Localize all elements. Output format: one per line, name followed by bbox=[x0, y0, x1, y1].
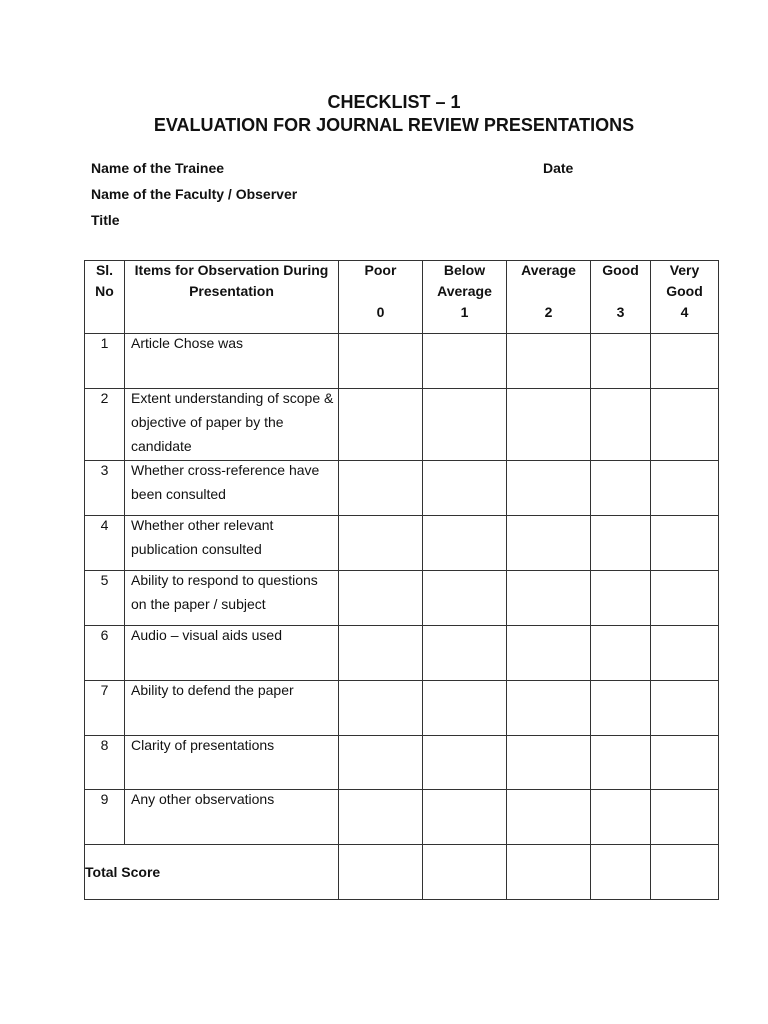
observation-item-cell bbox=[125, 389, 339, 461]
below-average-header-line2: Average bbox=[437, 283, 492, 299]
table-row bbox=[85, 790, 719, 845]
score-cell-average[interactable] bbox=[507, 626, 591, 681]
items-header bbox=[125, 261, 339, 334]
checklist-title: CHECKLIST – 1 bbox=[327, 92, 461, 112]
score-cell-good[interactable] bbox=[591, 681, 651, 736]
sl-no-header-line1: Sl. bbox=[95, 262, 114, 278]
faculty-name-label: Name of the Faculty / Observer bbox=[91, 186, 298, 202]
row-number-cell bbox=[85, 389, 125, 461]
observation-item-text: Any other observations bbox=[131, 791, 275, 807]
table-row bbox=[85, 516, 719, 571]
below-average-header bbox=[423, 261, 507, 334]
score-cell-below-average[interactable] bbox=[423, 736, 507, 790]
row-number: 9 bbox=[100, 791, 109, 807]
observation-item-text: publication consulted bbox=[131, 541, 262, 557]
observation-item-text: Ability to defend the paper bbox=[131, 682, 294, 698]
observation-item-text: Whether other relevant bbox=[131, 517, 274, 533]
score-cell-average[interactable] bbox=[507, 681, 591, 736]
row-number: 4 bbox=[100, 517, 109, 533]
score-cell-poor[interactable] bbox=[339, 389, 423, 461]
row-number: 1 bbox=[100, 335, 109, 351]
score-cell-below-average[interactable] bbox=[423, 334, 507, 389]
good-header-label: Good bbox=[602, 262, 639, 278]
score-cell-very-good[interactable] bbox=[651, 334, 719, 389]
score-cell-very-good[interactable] bbox=[651, 516, 719, 571]
observation-item-text: Article Chose was bbox=[131, 335, 244, 351]
title-label: Title bbox=[91, 212, 120, 228]
row-number: 7 bbox=[100, 682, 109, 698]
very-good-header-score: 4 bbox=[680, 304, 689, 320]
score-cell-very-good[interactable] bbox=[651, 626, 719, 681]
score-cell-below-average[interactable] bbox=[423, 845, 507, 900]
row-number-cell bbox=[85, 626, 125, 681]
score-cell-below-average[interactable] bbox=[423, 516, 507, 571]
observation-item-cell bbox=[125, 736, 339, 790]
observation-item-text: Ability to respond to questions bbox=[131, 572, 318, 588]
total-score-row bbox=[85, 845, 719, 900]
average-header-score: 2 bbox=[544, 304, 553, 320]
score-cell-good[interactable] bbox=[591, 626, 651, 681]
observation-item-text: Extent understanding of scope & bbox=[131, 390, 334, 406]
score-cell-average[interactable] bbox=[507, 736, 591, 790]
row-number-cell bbox=[85, 681, 125, 736]
observation-item-cell bbox=[125, 626, 339, 681]
score-cell-good[interactable] bbox=[591, 461, 651, 516]
score-cell-average[interactable] bbox=[507, 389, 591, 461]
evaluation-title: EVALUATION FOR JOURNAL REVIEW PRESENTATIONS bbox=[153, 115, 635, 135]
good-header-score: 3 bbox=[616, 304, 625, 320]
sl-no-header-line2: No bbox=[95, 283, 114, 299]
good-header bbox=[591, 261, 651, 334]
poor-header-label: Poor bbox=[364, 262, 397, 278]
table-row bbox=[85, 681, 719, 736]
score-cell-good[interactable] bbox=[591, 516, 651, 571]
observation-item-text: on the paper / subject bbox=[131, 596, 266, 612]
score-cell-good[interactable] bbox=[591, 845, 651, 900]
score-cell-very-good[interactable] bbox=[651, 845, 719, 900]
sl-no-header bbox=[85, 261, 125, 334]
score-cell-very-good[interactable] bbox=[651, 571, 719, 626]
observation-item-cell bbox=[125, 516, 339, 571]
total-score-label: Total Score bbox=[85, 845, 339, 900]
items-header-line2: Presentation bbox=[189, 283, 274, 299]
score-cell-poor[interactable] bbox=[339, 736, 423, 790]
row-number: 2 bbox=[100, 390, 109, 406]
observation-item-cell bbox=[125, 461, 339, 516]
date-label: Date bbox=[543, 160, 574, 176]
observation-item-text: Whether cross-reference have bbox=[131, 462, 320, 478]
observation-item-cell bbox=[125, 334, 339, 389]
score-cell-good[interactable] bbox=[591, 389, 651, 461]
observation-item-text: Audio – visual aids used bbox=[131, 627, 282, 643]
score-cell-below-average[interactable] bbox=[423, 790, 507, 845]
row-number: 5 bbox=[100, 572, 109, 588]
score-cell-below-average[interactable] bbox=[423, 389, 507, 461]
average-header-label: Average bbox=[521, 262, 576, 278]
table-row bbox=[85, 461, 719, 516]
score-cell-poor[interactable] bbox=[339, 516, 423, 571]
score-cell-good[interactable] bbox=[591, 334, 651, 389]
score-cell-below-average[interactable] bbox=[423, 626, 507, 681]
table-row bbox=[85, 736, 719, 790]
below-average-header-score: 1 bbox=[460, 304, 469, 320]
score-cell-very-good[interactable] bbox=[651, 461, 719, 516]
very-good-header-line1: Very bbox=[669, 262, 700, 278]
row-number: 3 bbox=[100, 462, 109, 478]
observation-item-text: Clarity of presentations bbox=[131, 737, 275, 753]
observation-item-cell bbox=[125, 681, 339, 736]
score-cell-poor[interactable] bbox=[339, 571, 423, 626]
score-cell-average[interactable] bbox=[507, 790, 591, 845]
observation-item-text: been consulted bbox=[131, 486, 226, 502]
score-cell-below-average[interactable] bbox=[423, 461, 507, 516]
score-cell-very-good[interactable] bbox=[651, 790, 719, 845]
score-cell-poor[interactable] bbox=[339, 461, 423, 516]
row-number-cell bbox=[85, 516, 125, 571]
score-cell-average[interactable] bbox=[507, 845, 591, 900]
table-header-row bbox=[85, 261, 719, 334]
observation-item-text: objective of paper by the bbox=[131, 414, 284, 430]
score-cell-poor[interactable] bbox=[339, 334, 423, 389]
items-header-line1: Items for Observation During bbox=[134, 262, 329, 278]
poor-header bbox=[339, 261, 423, 334]
observation-item-cell bbox=[125, 571, 339, 626]
average-header bbox=[507, 261, 591, 334]
table-row bbox=[85, 334, 719, 389]
score-cell-average[interactable] bbox=[507, 571, 591, 626]
trainee-name-label: Name of the Trainee bbox=[91, 160, 225, 176]
table-row bbox=[85, 571, 719, 626]
row-number-cell bbox=[85, 790, 125, 845]
score-cell-very-good[interactable] bbox=[651, 681, 719, 736]
score-cell-good[interactable] bbox=[591, 571, 651, 626]
very-good-header bbox=[651, 261, 719, 334]
score-cell-poor[interactable] bbox=[339, 790, 423, 845]
observation-item-cell bbox=[125, 790, 339, 845]
table-row bbox=[85, 626, 719, 681]
score-cell-good[interactable] bbox=[591, 736, 651, 790]
score-cell-good[interactable] bbox=[591, 790, 651, 845]
row-number: 8 bbox=[100, 737, 109, 753]
score-cell-poor[interactable] bbox=[339, 845, 423, 900]
score-cell-below-average[interactable] bbox=[423, 571, 507, 626]
score-cell-very-good[interactable] bbox=[651, 736, 719, 790]
score-cell-average[interactable] bbox=[507, 334, 591, 389]
score-cell-poor[interactable] bbox=[339, 681, 423, 736]
score-cell-poor[interactable] bbox=[339, 626, 423, 681]
row-number-cell bbox=[85, 461, 125, 516]
score-cell-very-good[interactable] bbox=[651, 389, 719, 461]
row-number-cell bbox=[85, 736, 125, 790]
below-average-header-line1: Below bbox=[443, 262, 486, 278]
row-number-cell bbox=[85, 571, 125, 626]
poor-header-score: 0 bbox=[376, 304, 385, 320]
observation-item-text: candidate bbox=[131, 438, 192, 454]
very-good-header-line2: Good bbox=[666, 283, 703, 299]
score-cell-average[interactable] bbox=[507, 461, 591, 516]
score-cell-average[interactable] bbox=[507, 516, 591, 571]
row-number: 6 bbox=[100, 627, 109, 643]
score-cell-below-average[interactable] bbox=[423, 681, 507, 736]
evaluation-table bbox=[84, 260, 719, 900]
row-number-cell bbox=[85, 334, 125, 389]
table-row bbox=[85, 389, 719, 461]
